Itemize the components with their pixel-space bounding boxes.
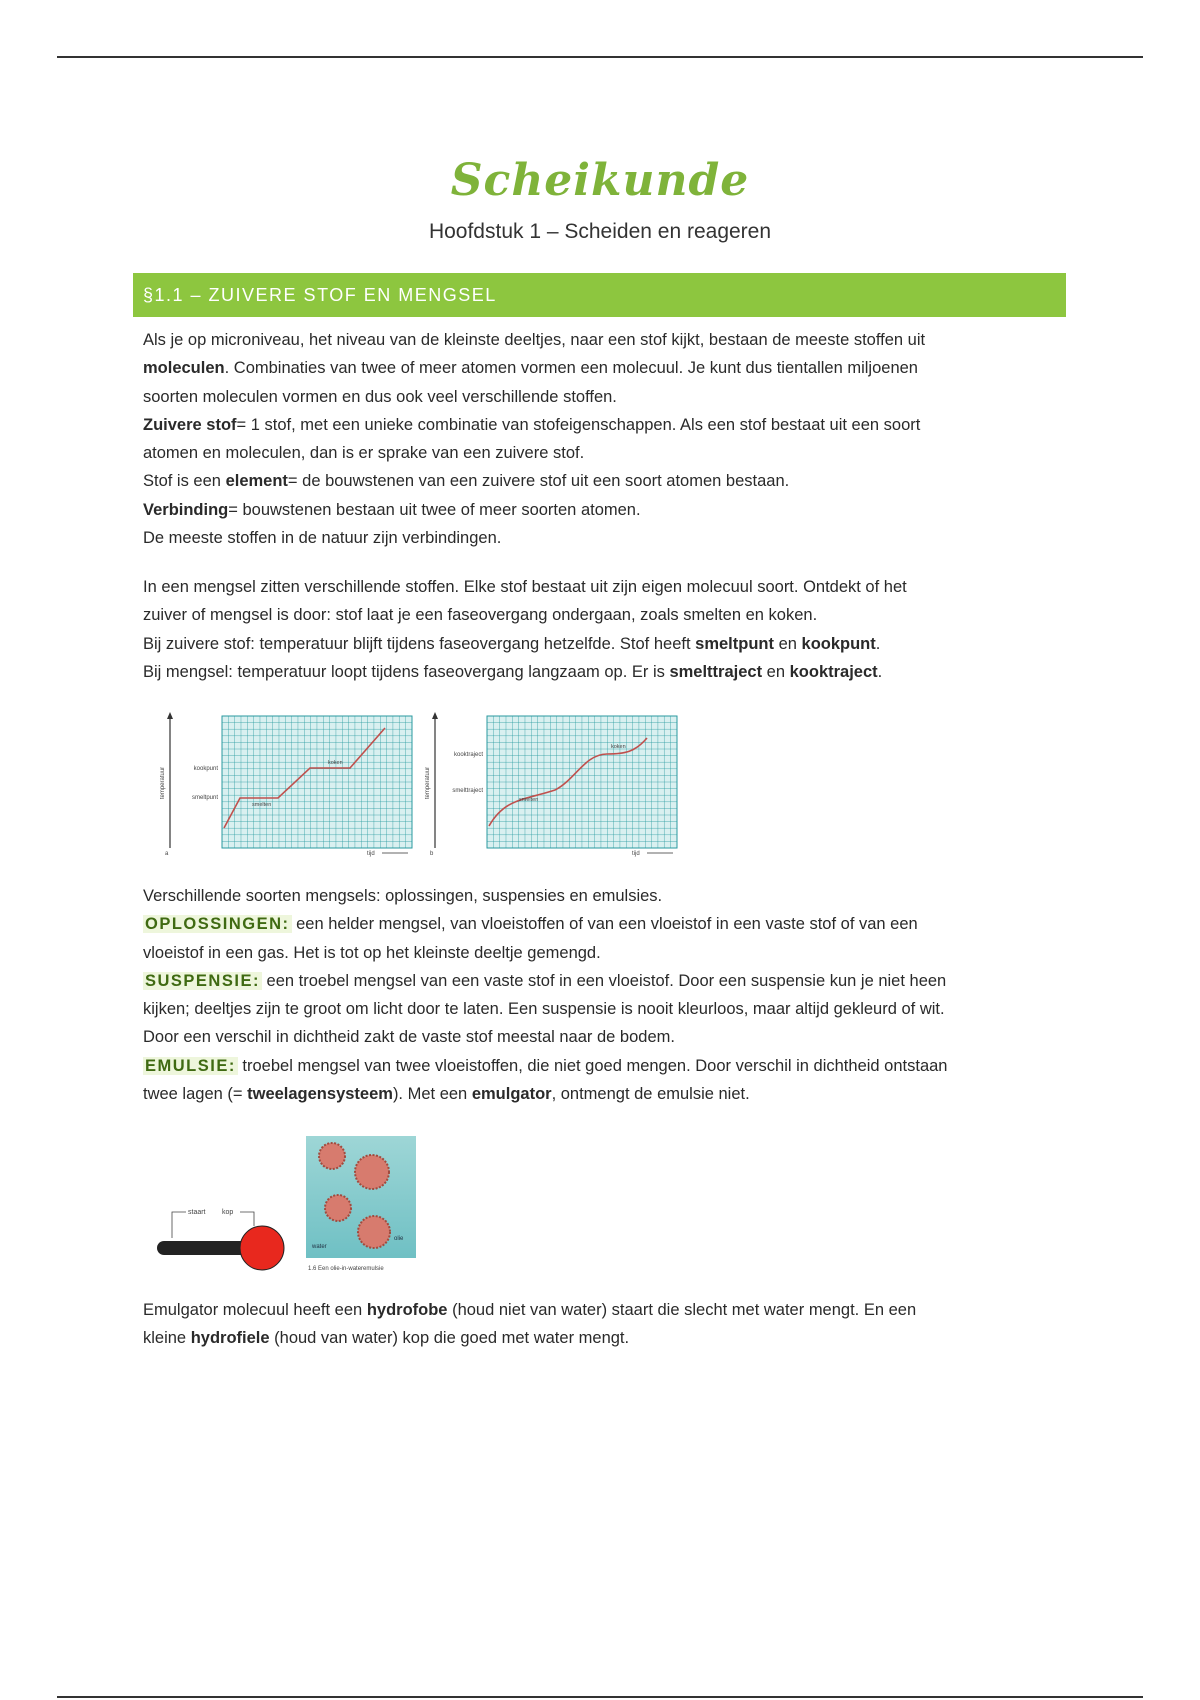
oil-droplet xyxy=(355,1155,389,1189)
bold-term: hydrofiele xyxy=(190,1329,270,1348)
text-line xyxy=(143,383,1063,411)
heating-curve-pure xyxy=(160,708,430,858)
text-line xyxy=(143,354,1063,382)
paragraph-zuivere-stof xyxy=(143,326,1063,552)
bold-term: smelttraject xyxy=(669,662,763,681)
label-olie: olie xyxy=(394,1236,404,1242)
text: twee lagen (= xyxy=(143,1085,248,1104)
label-koken: koken xyxy=(611,744,626,750)
text-line xyxy=(143,524,1063,552)
text-line xyxy=(143,411,1063,439)
bold-term: kookpunt xyxy=(801,634,876,653)
paragraph-mengsel xyxy=(143,573,1063,686)
top-rule xyxy=(57,56,1143,58)
text: een helder mengsel, van vloeistoffen of van een vloeistof in een vaste stof of van een xyxy=(291,915,918,934)
x-label: tijd xyxy=(632,851,640,857)
hydrophilic-head xyxy=(240,1226,284,1270)
label-kooktraject: kooktraject xyxy=(453,752,483,758)
text: troebel mengsel van twee vloeistoffen, die niet goed mengen. Door verschil in dichtheid ontstaan xyxy=(237,1056,948,1075)
oil-droplet xyxy=(325,1195,351,1221)
text-line xyxy=(143,910,1063,938)
text: Bij zuivere stof: temperatuur blijft tijdens faseovergang hetzelfde. Stof heeft xyxy=(143,634,696,653)
text: atomen en moleculen, dan is er sprake van een zuivere stof. xyxy=(143,444,585,463)
label-smelttraject: smelttraject xyxy=(452,788,483,794)
text-line xyxy=(143,967,1063,995)
text: Door een verschil in dichtheid zakt de vaste stof meestal naar de bodem. xyxy=(143,1028,675,1047)
term-emulsie: EMULSIE: xyxy=(145,1056,236,1075)
y-arrow xyxy=(167,712,173,719)
text-line xyxy=(143,630,1063,658)
label-staart: staart xyxy=(188,1209,206,1216)
text: soorten moleculen vormen en dus ook veel verschillende stoffen. xyxy=(143,387,617,406)
label-koken: koken xyxy=(328,760,343,766)
figure-caption: 1.6 Een olie-in-wateremulsie xyxy=(308,1266,384,1272)
text: kijken; deeltjes zijn te groot om licht door te laten. Een suspensie is nooit kleurloos, maar altijd gekleurd of wit. xyxy=(143,1000,945,1019)
text: = bouwstenen bestaan uit twee of meer soorten atomen. xyxy=(228,500,641,519)
page-title: Scheikunde xyxy=(450,155,750,206)
paragraph-emulgator xyxy=(143,1296,1063,1353)
text: een troebel mengsel van een vaste stof in een vloeistof. Door een suspensie kun je niet heen xyxy=(261,971,947,990)
bold-term: Zuivere stof xyxy=(143,415,237,434)
label-smelten: smelten xyxy=(519,797,539,803)
text: (houd niet van water) staart die slecht met water mengt. En een xyxy=(447,1301,917,1319)
text: = de bouwstenen van een zuivere stof uit een soort atomen bestaan. xyxy=(287,472,790,491)
emulsion-figure xyxy=(306,1136,416,1276)
bold-term: hydrofobe xyxy=(366,1301,448,1319)
bold-term: emulgator xyxy=(471,1085,552,1104)
paragraph-mengsels xyxy=(143,882,1063,1108)
label-kookpunt: kookpunt xyxy=(193,766,218,772)
text: Emulgator molecuul heeft een xyxy=(143,1301,367,1319)
heating-curve-mixture xyxy=(425,708,695,858)
text-line xyxy=(143,1023,1063,1051)
bold-term: moleculen xyxy=(143,359,225,378)
x-label: tijd xyxy=(367,851,375,857)
text: en xyxy=(773,634,802,653)
text: Bij mengsel: temperatuur loopt tijdens faseovergang langzaam op. Er is xyxy=(143,662,670,681)
text-line xyxy=(143,658,1063,686)
text-line xyxy=(143,1324,1063,1352)
text-line xyxy=(143,1080,1063,1108)
text: De meeste stoffen in de natuur zijn verbindingen. xyxy=(143,529,502,548)
text-line xyxy=(143,1296,1063,1324)
bold-term: element xyxy=(225,472,288,491)
emulgator-molecule-figure xyxy=(150,1200,290,1275)
text: In een mengsel zitten verschillende stoffen. Elke stof bestaat uit zijn eigen molecuul soort. Ontdekt of het xyxy=(143,578,907,596)
oil-droplet xyxy=(319,1143,345,1169)
text: ). Met een xyxy=(392,1085,472,1104)
text: en xyxy=(762,662,790,681)
text-line xyxy=(143,326,1063,354)
text-line xyxy=(143,573,1063,601)
text-line xyxy=(143,496,1063,524)
text: , ontmengt de emulsie niet. xyxy=(551,1085,750,1104)
text: . xyxy=(877,662,883,681)
text-line xyxy=(143,439,1063,467)
grid xyxy=(487,716,677,848)
text-line xyxy=(143,601,1063,629)
text: . Combinaties van twee of meer atomen vormen een molecuul. Je kunt dus tientallen miljoenen xyxy=(224,359,918,378)
page-subtitle: Hoofdstuk 1 – Scheiden en reageren xyxy=(428,220,772,243)
oil-droplet xyxy=(358,1216,390,1248)
graph-letter: a xyxy=(165,851,169,857)
text: Als je op microniveau, het niveau van de kleinste deeltjes, naar een stof kijkt, bestaan de meeste stoffen uit xyxy=(143,331,926,349)
bold-term: Verbinding xyxy=(143,500,229,519)
bold-term: kooktraject xyxy=(789,662,878,681)
text: Verschillende soorten mengsels: oplossingen, suspensies en emulsies. xyxy=(143,887,663,905)
text-line xyxy=(143,1052,1063,1080)
pointer-line xyxy=(240,1212,254,1226)
text: zuiver of mengsel is door: stof laat je een faseovergang ondergaan, zoals smelten en koken. xyxy=(143,606,818,625)
text: kleine xyxy=(143,1329,191,1348)
text-line xyxy=(143,467,1063,495)
label-smelten: smelten xyxy=(252,802,272,808)
grid xyxy=(222,716,412,848)
text-line xyxy=(143,939,1063,967)
term-suspensie: SUSPENSIE: xyxy=(145,971,260,990)
section-heading-text: §1.1 – ZUIVERE STOF EN MENGSEL xyxy=(143,284,497,305)
y-arrow xyxy=(432,712,438,719)
bold-term: tweelagensysteem xyxy=(247,1085,393,1104)
graph-letter: b xyxy=(430,851,434,857)
y-label: temperatuur xyxy=(160,766,166,800)
text: . xyxy=(875,634,881,653)
text: (houd van water) kop die goed met water mengt. xyxy=(269,1329,630,1348)
text-line xyxy=(143,882,1063,910)
term-oplossingen: OPLOSSINGEN: xyxy=(145,915,290,934)
label-smeltpunt: smeltpunt xyxy=(191,795,218,801)
text-line xyxy=(143,995,1063,1023)
bold-term: smeltpunt xyxy=(695,634,774,653)
section-heading xyxy=(133,273,1066,317)
text: vloeistof in een gas. Het is tot op het kleinste deeltje gemengd. xyxy=(143,943,601,962)
pointer-line xyxy=(172,1212,186,1238)
text: = 1 stof, met een unieke combinatie van stofeigenschappen. Als een stof bestaat uit een soort xyxy=(236,415,921,434)
label-water: water xyxy=(312,1244,327,1250)
label-kop: kop xyxy=(222,1209,234,1216)
text: Stof is een xyxy=(143,472,226,491)
bottom-rule xyxy=(57,1696,1143,1698)
y-label: temperatuur xyxy=(425,766,431,800)
